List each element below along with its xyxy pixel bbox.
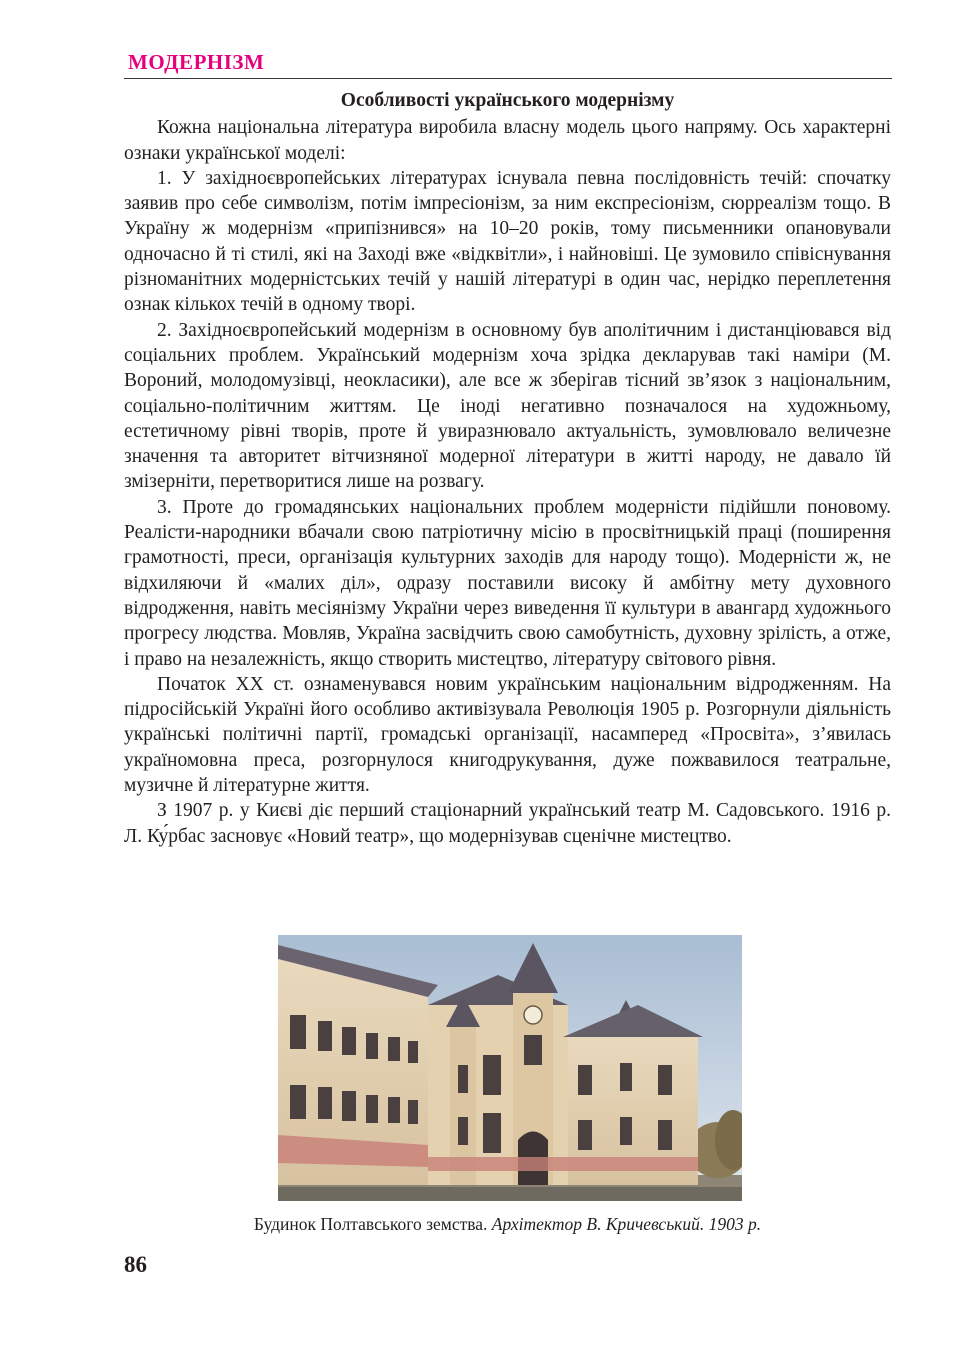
main-content <box>124 88 891 849</box>
paragraph-intro: Кожна національна література виробила власну модель цього напряму. Ось характерні ознаки української моделі: <box>124 117 891 164</box>
paragraph-theatre: З 1907 р. у Києві діє перший стаціонарний український театр М. Садовського. 1916 р. Л. Ку́рбас засновує «Новий театр», що модернізував сценічне мистецтво. <box>124 800 891 847</box>
paragraph-point-1: 1. У західноєвропейських літературах існувала певна послідовність течій: спочатку заявив про себе символізм, потім імпресіонізм, за ним експресіонізм, сюрреалізм тощо. В Україну ж модернізм «припізнився» на 10–20 років, тому письменники опановували одночасно й ті стилі, які на Заході вже «відквітли», і найновіші. Це зумовило співіснування різноманітних модерністських течій у нашій літературі в один час, нерідко переплетення ознак кількох течій в одному творі. <box>124 167 891 316</box>
section-heading: Особливості українського модернізму <box>340 90 675 111</box>
paragraph-revival: Початок XX ст. ознаменувався новим українським національним відродженням. На підросійській Україні його особливо активізувала Революція 1905 р. Розгорнули діяльність українські політичні партії, громадські організації, насамперед «Просвіта», з’явилась україномовна преса, розгорнулося книгодрукування, дуже пожвавилося театральне, музичне й літературне життя. <box>124 673 891 797</box>
building-photo <box>278 935 742 1201</box>
running-header <box>124 44 892 79</box>
paragraph-point-3: 3. Проте до громадянських національних проблем модерністи підійшли поновому. Реалісти-народники вбачали свою патріотичну місію в просвітницькій праці (поширення грамотності, преси, організація культурних заходів для народу тощо). Модерністи ж, не відхиляючи й «малих діл», одразу поставили високу й амбітну мету духовного відродження, навіть месіянізму України через виведення її культури в авангард художнього прогресу людства. Мовляв, Україна засвідчить свою самобутність, духовну зрілість, а отже, і право на незалежність, якщо створить мистецтво, літературу світового рівня. <box>124 496 891 670</box>
section-title: МОДЕРНІЗМ <box>128 50 265 74</box>
figure-caption <box>124 1214 891 1235</box>
caption-italic-text: Архітектор В. Кричевський. 1903 р. <box>491 1214 762 1234</box>
caption-text: Будинок Полтавського земства. <box>253 1214 492 1234</box>
page-number: 86 <box>124 1252 147 1277</box>
paragraph-point-2: 2. Західноєвропейський модернізм в основному був аполітичним і дистанціювався від соціальних проблем. Український модернізм хоча зрідка декларував такі наміри (М. Вороний, молодомузівці, неокласики), але все ж зберігав тісний зв’язок з національним, соціально-політичним життям. Це іноді негативно позначалося на художньому, естетичному рівні творів, проте й увиразнювало актуальність, зумовлювало величезне значення та авторитет вітчизняної модерної літератури в житті народу, не давало їй змізерніти, перетворитися лише на розвагу. <box>124 319 891 493</box>
poltava-zemstvo-building-illustration <box>278 935 742 1201</box>
